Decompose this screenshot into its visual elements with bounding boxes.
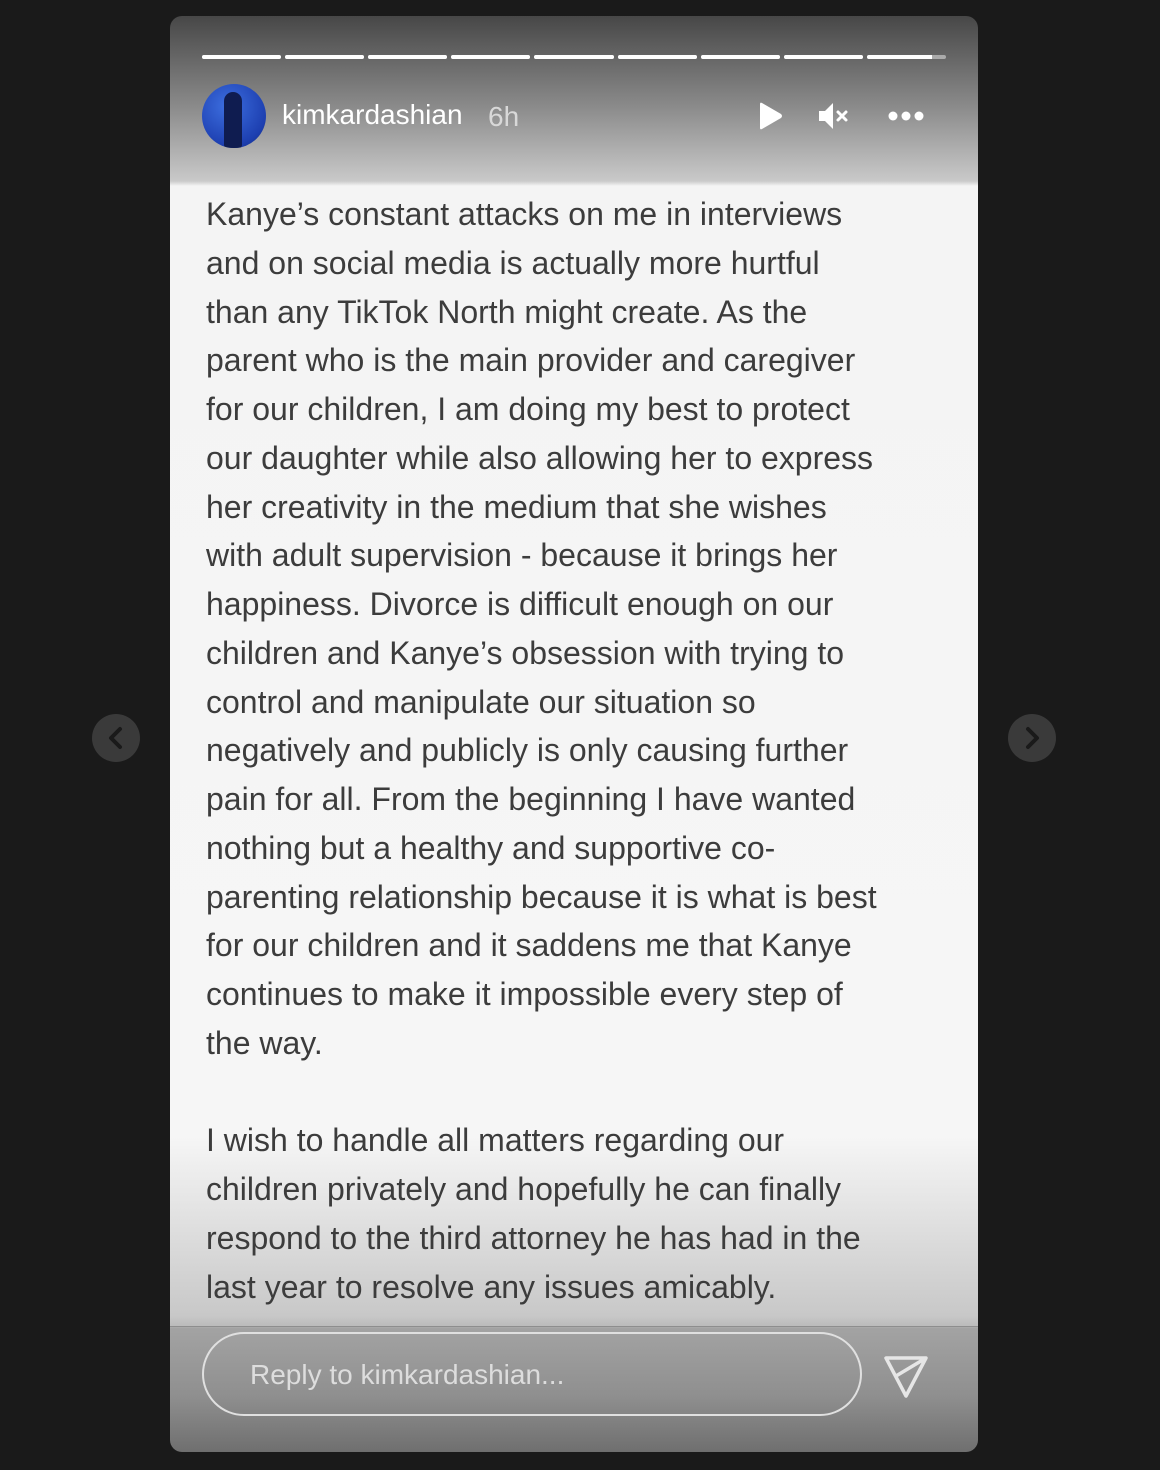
mute-button[interactable] [816,100,852,137]
text-line: pain for all. From the beginning I have wanted [206,781,856,817]
progress-fill [534,55,613,59]
text-line: respond to the third attorney he has had in the [206,1219,861,1256]
text-line: children and Kanye’s obsession with trying to [206,634,844,671]
progress-fill [368,55,447,59]
story-text [206,190,966,1311]
progress-segment [618,55,697,59]
next-story-button[interactable] [1008,714,1056,762]
text-line: I wish to handle all matters regarding our [206,1122,785,1159]
text-line: than any TikTok North might create. As the [206,293,808,330]
progress-segment [534,55,613,59]
text-line: for our children and it saddens me that Kanye [206,927,852,964]
text-line: the way. [206,1024,323,1061]
text-line: her creativity in the medium that she wishes [206,488,827,525]
mute-icon [816,100,852,132]
username[interactable]: kimkardashian [282,99,463,130]
text-line: last year to resolve any issues amicably. [206,1268,777,1305]
timestamp: 6h [488,101,520,132]
progress-fill [701,55,780,59]
reply-field[interactable] [202,1332,862,1416]
play-icon [754,100,786,132]
story-progress-bar [202,55,946,59]
progress-segment [368,55,447,59]
chevron-left-icon [92,714,140,762]
progress-fill [867,55,932,59]
progress-segment [867,55,946,59]
story-card [170,16,978,1452]
more-options-button[interactable] [888,106,924,131]
text-line: with adult supervision - because it brings her [206,537,838,574]
progress-fill [451,55,530,59]
send-button[interactable] [882,1352,930,1405]
avatar[interactable] [202,84,266,148]
text-line: our daughter while also allowing her to express [206,439,874,476]
progress-segment [451,55,530,59]
progress-segment [285,55,364,59]
play-button[interactable] [754,100,786,137]
text-line: for our children, I am doing my best to protect [206,391,850,427]
divider [170,1326,978,1327]
text-line: negatively and publicly is only causing further [206,732,849,769]
progress-fill [618,55,697,59]
text-line: happiness. Divorce is difficult enough on our [206,586,834,622]
progress-segment [202,55,281,59]
text-line: continues to make it impossible every step of [206,976,843,1012]
progress-fill [784,55,863,59]
text-line: and on social media is actually more hurtful [206,244,820,281]
send-icon [882,1352,930,1400]
paragraph-1 [206,190,966,1068]
progress-segment [701,55,780,59]
more-icon [888,106,924,126]
progress-segment [784,55,863,59]
text-line: control and manipulate our situation so [206,683,756,720]
text-line: parenting relationship because it is what is best [206,878,877,915]
chevron-right-icon [1008,714,1056,762]
previous-story-button[interactable] [92,714,140,762]
text-line: parent who is the main provider and caregiver [206,342,856,379]
text-line: nothing but a healthy and supportive co- [206,829,776,866]
progress-fill [202,55,281,59]
progress-fill [285,55,364,59]
text-line: Kanye’s constant attacks on me in interviews [206,196,843,232]
reply-input[interactable] [248,1334,832,1416]
text-line: children privately and hopefully he can finally [206,1171,842,1207]
paragraph-2 [206,1116,966,1311]
